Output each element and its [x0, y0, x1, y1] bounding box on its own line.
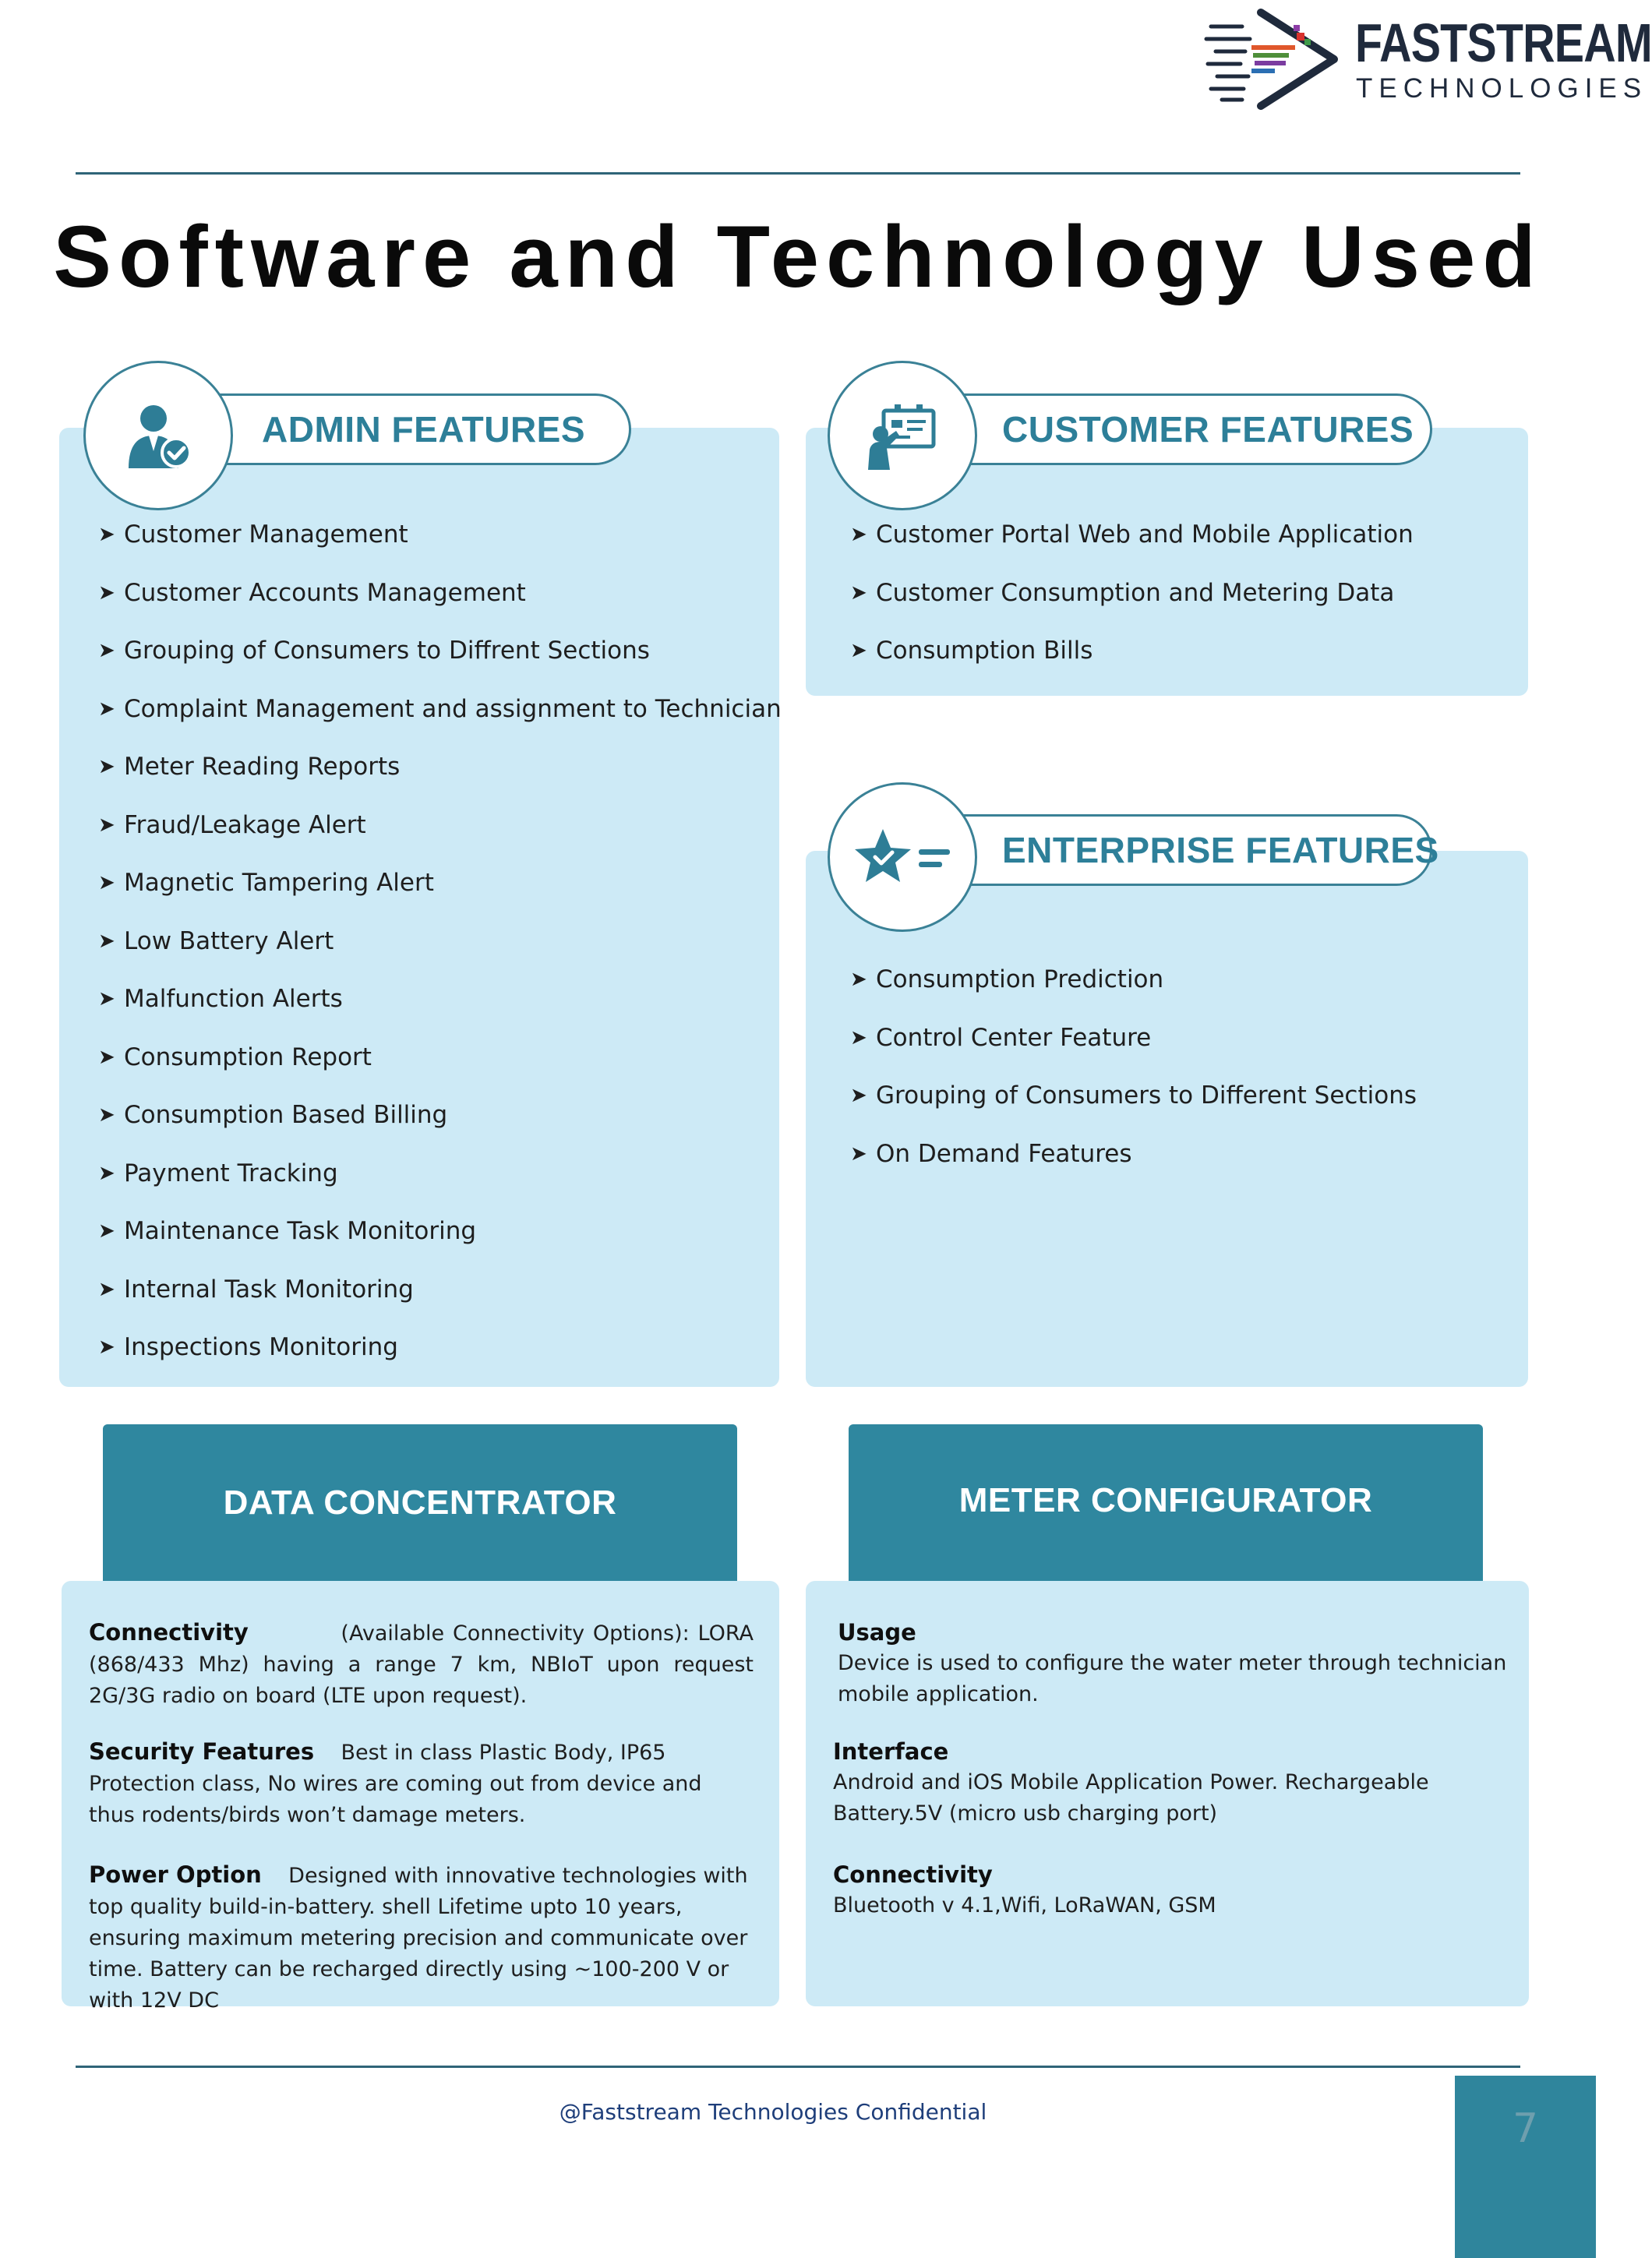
mc-usage-text: Device is used to configure the water meter through technician mobile application. — [838, 1651, 1507, 1706]
enterprise-features-list — [850, 951, 1417, 1183]
meter-configurator-heading: METER CONFIGURATOR — [849, 1424, 1483, 1581]
customer-features-heading-pill — [901, 393, 1432, 465]
mc-usage-label: Usage — [838, 1619, 916, 1646]
list-item: ➤ Customer Consumption and Metering Data — [850, 564, 1414, 623]
mc-connectivity-text: Bluetooth v 4.1,Wifi, LoRaWAN, GSM — [833, 1893, 1216, 1918]
list-item: ➤ Fraud/Leakage Alert — [98, 796, 782, 855]
mc-connectivity-block — [833, 1859, 1511, 1921]
dc-security-block — [89, 1736, 754, 1831]
list-item: ➤ Customer Accounts Management — [98, 564, 782, 623]
dc-power-label: Power Option — [89, 1861, 262, 1888]
list-item: ➤ Grouping of Consumers to Diffrent Sections — [98, 622, 782, 680]
customer-features-heading: CUSTOMER FEATURES — [1002, 409, 1414, 450]
logo-subtitle: TECHNOLOGIES — [1356, 73, 1648, 104]
dc-security-label: Security Features — [89, 1738, 315, 1765]
list-item: ➤ Magnetic Tampering Alert — [98, 854, 782, 912]
page-number: 7 — [1512, 2105, 1539, 2152]
bottom-divider — [76, 2066, 1520, 2068]
company-logo — [1205, 5, 1652, 114]
footer-confidential: @Faststream Technologies Confidential — [559, 2099, 987, 2125]
list-item: ➤ Inspections Monitoring — [98, 1318, 782, 1377]
list-item: ➤ Customer Management — [98, 506, 782, 564]
mc-connectivity-label: Connectivity — [833, 1861, 993, 1888]
dc-connectivity-text: (Available Connectivity Options): LORA (868/433 Mhz) having a range 7 km, NBIoT upon request 2G/3G radio on board (LTE upon request). — [89, 1621, 754, 1708]
dc-power-block — [89, 1859, 754, 2016]
list-item: ➤ Consumption Report — [98, 1028, 782, 1087]
dc-connectivity-block — [89, 1617, 754, 1712]
dc-power-text: Designed with innovative technologies with top quality build-in-battery. shell Lifetime upto 10 years, ensuring maximum metering precision and communicate over time. Battery can be recharged directly using ~100-200 V or with 12V DC — [89, 1864, 748, 2013]
list-item: ➤ Grouping of Consumers to Different Sections — [850, 1067, 1417, 1125]
admin-features-heading: ADMIN FEATURES — [262, 409, 586, 450]
admin-icon-badge — [83, 361, 233, 510]
list-item: ➤ Payment Tracking — [98, 1145, 782, 1203]
enterprise-icon-badge — [828, 782, 977, 932]
mc-interface-label: Interface — [833, 1738, 949, 1765]
list-item: ➤ Internal Task Monitoring — [98, 1261, 782, 1319]
mc-usage-block — [838, 1617, 1516, 1710]
page-number-box — [1455, 2076, 1596, 2258]
customer-features-list — [850, 506, 1414, 680]
star-check-icon — [852, 818, 953, 896]
list-item: ➤ Maintenance Task Monitoring — [98, 1202, 782, 1261]
enterprise-features-heading-pill — [901, 814, 1439, 886]
admin-user-check-icon — [119, 397, 197, 475]
list-item: ➤ Consumption Bills — [850, 622, 1414, 680]
dc-security-text: Best in class Plastic Body, IP65 Protection class, No wires are coming out from device and thus rodents/birds won’t damage meters. — [89, 1741, 702, 1827]
data-concentrator-heading: DATA CONCENTRATOR — [103, 1424, 737, 1581]
dc-connectivity-label: Connectivity — [89, 1619, 249, 1646]
list-item: ➤ Low Battery Alert — [98, 912, 782, 971]
presentation-board-icon — [863, 397, 941, 475]
top-divider — [76, 172, 1520, 175]
mc-interface-block — [833, 1736, 1511, 1829]
list-item: ➤ Customer Portal Web and Mobile Application — [850, 506, 1414, 564]
list-item: ➤ Meter Reading Reports — [98, 738, 782, 796]
list-item: ➤ Consumption Based Billing — [98, 1086, 782, 1145]
list-item: ➤ Consumption Prediction — [850, 951, 1417, 1009]
customer-icon-badge — [828, 361, 977, 510]
page-title: Software and Technology Used — [53, 208, 1543, 305]
logo-name: FASTSTREAM — [1355, 12, 1652, 73]
enterprise-features-heading: ENTERPRISE FEATURES — [1002, 830, 1439, 870]
faststream-logo-icon — [1205, 5, 1345, 114]
list-item: ➤ Control Center Feature — [850, 1009, 1417, 1067]
list-item: ➤ Complaint Management and assignment to Technician — [98, 680, 782, 739]
list-item: ➤ On Demand Features — [850, 1125, 1417, 1184]
mc-interface-text: Android and iOS Mobile Application Power. Rechargeable Battery.5V (micro usb charging port) — [833, 1770, 1429, 1826]
admin-features-list — [98, 506, 782, 1377]
list-item: ➤ Malfunction Alerts — [98, 970, 782, 1028]
